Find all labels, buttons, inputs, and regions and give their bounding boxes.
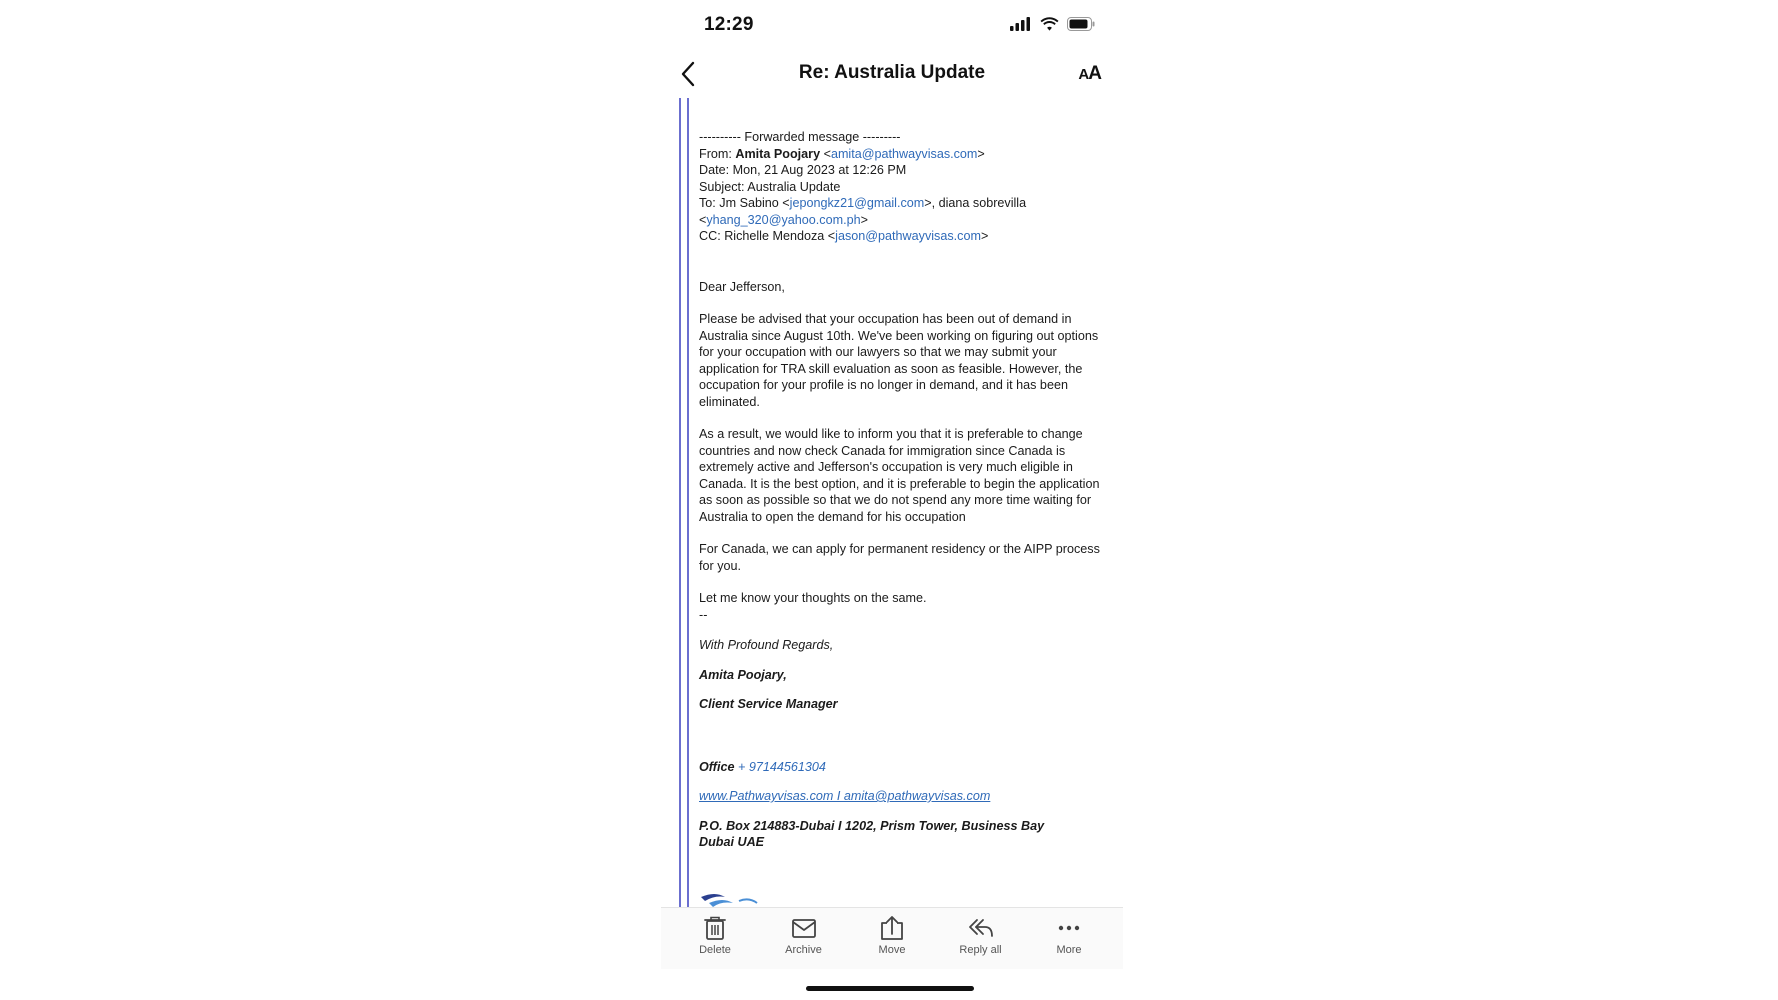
paragraph-3: For Canada, we can apply for permanent residency or the AIPP process for you. [699,542,1100,573]
paragraph-2: As a result, we would like to inform you that it is preferable to change countries and now check Canada for immigration since Canada is extremely active and Jefferson's occupation is very much eligible in Canada. It is the best option, and it is preferable to begin the application as soon as possible so that we do not spend any more time waiting for Australia to open the demand for his occupation [699,427,1100,524]
trash-icon [701,914,729,942]
to-prefix: To: Jm Sabino < [699,196,790,210]
page-title: Re: Australia Update [798,62,986,83]
signature-regards: With Profound Regards, [699,638,834,652]
address-line-1: P.O. Box 214883-Dubai I 1202, Prism Tower, Business Bay [699,818,1045,833]
to-email-link-2[interactable]: yhang_320@yahoo.com.ph [706,212,861,227]
cc-line: CC: Richelle Mendoza <jason@pathwayvisas.com> [699,229,989,243]
more-button[interactable] [1039,908,1099,969]
from-name: Amita Poojary [735,146,821,161]
to-line: To: Jm Sabino <jepongkz21@gmail.com>, diana sobrevilla <yhang_320@yahoo.com.ph> [699,196,1027,227]
from-email-link[interactable]: amita@pathwayvisas.com [830,146,978,161]
battery-icon [1067,17,1095,31]
archive-label: Archive [785,944,822,956]
office-line [699,759,1109,776]
message-content [699,129,1109,851]
archive-icon [790,914,818,942]
home-indicator[interactable] [806,986,974,991]
company-logo [699,891,759,908]
website-line [699,788,1109,805]
paragraph-1: Please be advised that your occupation has been out of demand in Australia since August 10th. We've been working on figuring out options for your occupation with our lawyers so that we may submit your application for TRA skill evaluation as soon as feasible. However, the occupation for your profile is no longer in demand, and it has been eliminated. [699,312,1099,409]
to-email-link-1[interactable]: jepongkz21@gmail.com [789,196,925,210]
from-line: From: Amita Poojary <amita@pathwayvisas.com> [699,146,985,161]
website-email-link[interactable]: www.Pathwayvisas.com I amita@pathwayvisas.com [699,789,991,803]
text-size-big-a: A [1088,63,1101,84]
from-prefix: From: [699,146,736,161]
signal-icon [1010,17,1032,31]
delete-label: Delete [699,944,731,956]
forwarded-header-line: ---------- Forwarded message --------- [699,130,901,144]
office-label: Office [699,759,735,774]
cc-email-link[interactable]: jason@pathwayvisas.com [835,229,981,243]
address-line-2: Dubai UAE [699,835,765,849]
email-body [661,98,1123,908]
reply-all-button[interactable] [951,908,1011,969]
more-dots-icon [1055,914,1083,942]
move-button[interactable] [862,908,922,969]
signature-dash: -- [699,607,708,622]
cc-prefix: CC: Richelle Mendoza < [699,229,836,243]
bottom-toolbar [661,907,1123,969]
office-phone-link[interactable]: + 97144561304 [737,759,826,774]
quote-bar [687,98,689,908]
text-size-button[interactable] [1078,63,1101,85]
quote-bar [679,98,681,908]
reply-all-label: Reply all [959,944,1002,956]
signature-name: Amita Poojary, [699,667,787,682]
reply-all-icon [967,914,995,942]
status-bar [661,0,1123,52]
to-mid: >, diana sobrevilla [924,196,1027,210]
phone-screen [661,0,1123,1000]
wifi-icon [1040,17,1059,31]
status-time: 12:29 [704,14,754,35]
nav-bar [661,52,1123,98]
delete-button[interactable] [685,908,745,969]
greeting: Dear Jefferson, [699,279,785,294]
signature-title: Client Service Manager [699,697,838,711]
date-line: Date: Mon, 21 Aug 2023 at 12:26 PM [699,163,907,177]
move-folder-icon [878,914,906,942]
paragraph-4: Let me know your thoughts on the same. [699,591,927,605]
archive-button[interactable] [774,908,834,969]
text-size-small-a: A [1078,66,1089,83]
move-label: Move [878,944,906,956]
status-icons [1010,17,1095,31]
subject-line: Subject: Australia Update [699,179,841,194]
more-label: More [1056,944,1082,956]
